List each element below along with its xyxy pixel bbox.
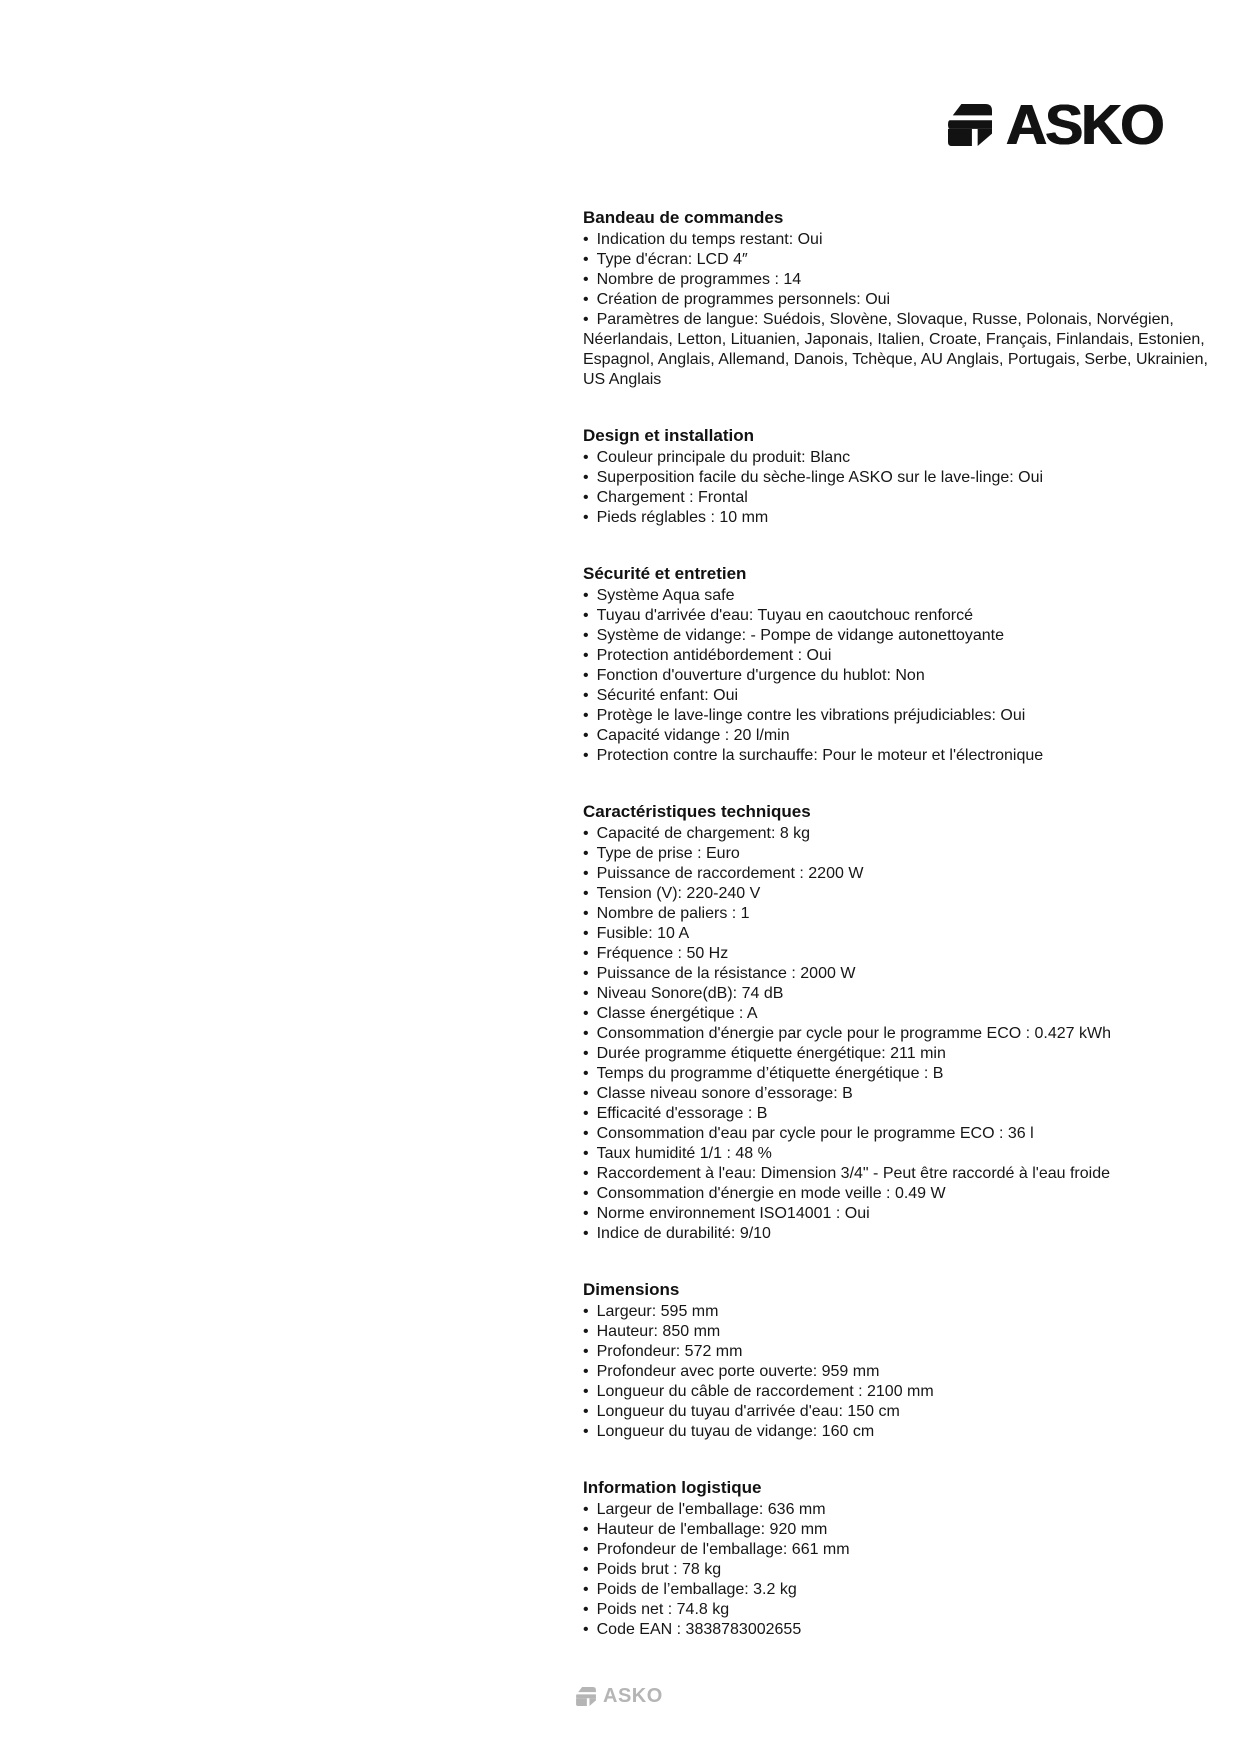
spec-item: • Système Aqua safe [583,586,1219,606]
spec-item: • Création de programmes personnels: Oui [583,290,1219,310]
spec-item: • Raccordement à l'eau: Dimension 3/4" - Peut être raccordé à l'eau froide [583,1164,1219,1184]
spec-item: • Nombre de paliers : 1 [583,904,1219,924]
spec-item: • Capacité de chargement: 8 kg [583,824,1219,844]
section-title: Sécurité et entretien [583,564,747,583]
spec-item: • Puissance de la résistance : 2000 W [583,964,1219,984]
section-items [583,1500,1219,1640]
spec-item: • Capacité vidange : 20 l/min [583,726,1219,746]
spec-item: • Chargement : Frontal [583,488,1219,508]
spec-item: • Durée programme étiquette énergétique: 211 min [583,1044,1219,1064]
spec-section [583,208,1219,390]
spec-item: • Temps du programme d’étiquette énergétique : B [583,1064,1219,1084]
spec-item: • Consommation d'énergie par cycle pour le programme ECO : 0.427 kWh [583,1024,1219,1044]
spec-item: • Poids de l’emballage: 3.2 kg [583,1580,1219,1600]
spec-item: • Longueur du tuyau d'arrivée d'eau: 150 cm [583,1402,1219,1422]
spec-item: • Hauteur: 850 mm [583,1322,1219,1342]
spec-item: • Poids brut : 78 kg [583,1560,1219,1580]
spec-item: • Profondeur: 572 mm [583,1342,1219,1362]
asko-footer-logo-icon [576,1687,596,1706]
section-title: Dimensions [583,1280,680,1299]
spec-item: • Paramètres de langue: Suédois, Slovène, Slovaque, Russe, Polonais, Norvégien, Néerlandais, Letton, Lituanien, Japonais, Italien, Croate, Français, Finlandais, Estonien, Espagnol, Anglais, Allemand, Danois, Tchèque, AU Anglais, Portugais, Serbe, Ukrainien, US Anglais [583,310,1219,390]
spec-item: • Profondeur de l'emballage: 661 mm [583,1540,1219,1560]
spec-section [583,1280,1219,1442]
spec-content [583,0,1219,1640]
spec-item: • Classe énergétique : A [583,1004,1219,1024]
section-title: Bandeau de commandes [583,208,784,227]
spec-item: • Norme environnement ISO14001 : Oui [583,1204,1219,1224]
spec-item: • Longueur du câble de raccordement : 2100 mm [583,1382,1219,1402]
section-items [583,230,1219,390]
spec-item: • Tension (V): 220-240 V [583,884,1219,904]
spec-item: • Taux humidité 1/1 : 48 % [583,1144,1219,1164]
spec-item: • Pieds réglables : 10 mm [583,508,1219,528]
spec-item: • Fréquence : 50 Hz [583,944,1219,964]
spec-section [583,802,1219,1244]
spec-item: • Couleur principale du produit: Blanc [583,448,1219,468]
spec-item: • Protection contre la surchauffe: Pour le moteur et l'électronique [583,746,1219,766]
asko-footer-logo-text: ASKO [603,1685,663,1707]
spec-item: • Niveau Sonore(dB): 74 dB [583,984,1219,1004]
spec-item: • Fusible: 10 A [583,924,1219,944]
section-title: Caractéristiques techniques [583,802,811,821]
spec-item: • Type de prise : Euro [583,844,1219,864]
spec-section [583,426,1219,528]
spec-item: • Protection antidébordement : Oui [583,646,1219,666]
spec-item: • Largeur de l'emballage: 636 mm [583,1500,1219,1520]
spec-item: • Indice de durabilité: 9/10 [583,1224,1219,1244]
spec-item: • Poids net : 74.8 kg [583,1600,1219,1620]
section-title: Design et installation [583,426,754,445]
spec-item: • Sécurité enfant: Oui [583,686,1219,706]
spec-item: • Classe niveau sonore d’essorage: B [583,1084,1219,1104]
spec-item: • Fonction d'ouverture d'urgence du hublot: Non [583,666,1219,686]
spec-item: • Tuyau d'arrivée d'eau: Tuyau en caoutchouc renforcé [583,606,1219,626]
spec-item: • Indication du temps restant: Oui [583,230,1219,250]
section-items [583,824,1219,1244]
spec-item: • Consommation d'eau par cycle pour le programme ECO : 36 l [583,1124,1219,1144]
spec-item: • Hauteur de l'emballage: 920 mm [583,1520,1219,1540]
section-items [583,586,1219,766]
spec-item: • Type d'écran: LCD 4″ [583,250,1219,270]
spec-item: • Consommation d'énergie en mode veille : 0.49 W [583,1184,1219,1204]
section-title: Information logistique [583,1478,762,1497]
section-items [583,1302,1219,1442]
spec-section [583,1478,1219,1640]
spec-section [583,564,1219,766]
spec-item: • Protège le lave-linge contre les vibrations préjudiciables: Oui [583,706,1219,726]
spec-item: • Puissance de raccordement : 2200 W [583,864,1219,884]
asko-logo-text: ASKO [1006,93,1163,157]
spec-item: • Système de vidange: - Pompe de vidange autonettoyante [583,626,1219,646]
spec-item: • Largeur: 595 mm [583,1302,1219,1322]
spec-item: • Superposition facile du sèche-linge ASKO sur le lave-linge: Oui [583,468,1219,488]
spec-item: • Longueur du tuyau de vidange: 160 cm [583,1422,1219,1442]
spec-item: • Code EAN : 3838783002655 [583,1620,1219,1640]
asko-footer-logo [576,1687,663,1706]
spec-item: • Efficacité d'essorage : B [583,1104,1219,1124]
spec-item: • Nombre de programmes : 14 [583,270,1219,290]
spec-item: • Profondeur avec porte ouverte: 959 mm [583,1362,1219,1382]
section-items [583,448,1219,528]
